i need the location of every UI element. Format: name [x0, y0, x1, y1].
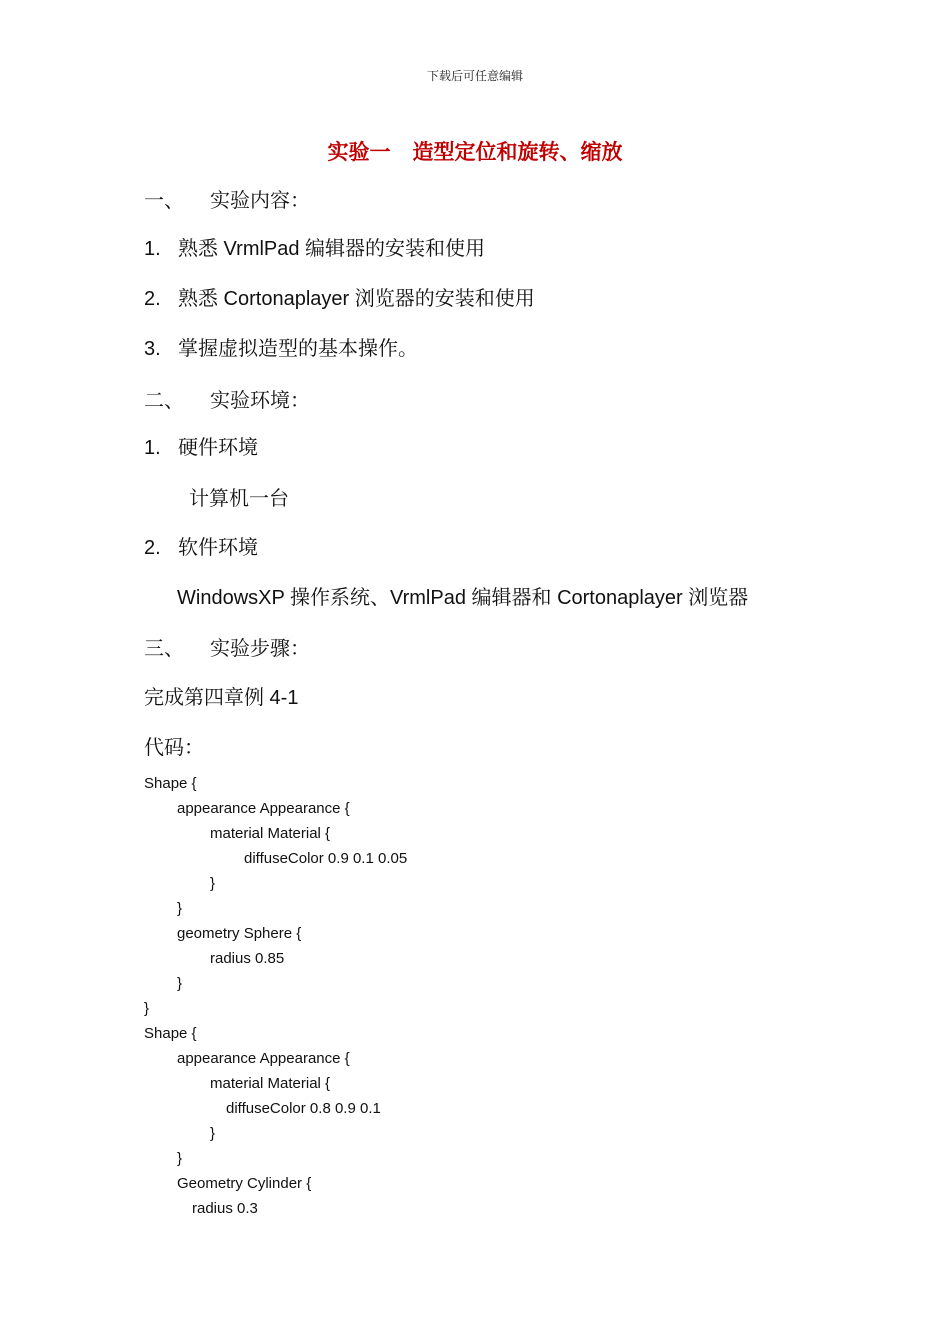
- list-item-text: 掌握虚拟造型的基本操作。: [178, 338, 418, 360]
- code-line: }: [144, 1000, 150, 1017]
- code-label: 代码：: [144, 737, 204, 759]
- list-item-text: 软件环境: [178, 537, 258, 559]
- list-item: [144, 434, 258, 462]
- section1-number: 一、: [144, 188, 184, 212]
- list-item-number: 2.: [144, 537, 161, 559]
- software-detail: WindowsXP 操作系统、VrmlPad 编辑器和 Cortonaplayer 浏览器: [177, 587, 749, 609]
- list-item-text: 熟悉 VrmlPad 编辑器的安装和使用: [178, 238, 486, 260]
- section2-heading: [144, 386, 310, 414]
- section2-number: 二、: [144, 388, 184, 412]
- code-line: radius 0.85: [210, 950, 285, 967]
- list-item-text: 硬件环境: [178, 437, 258, 459]
- list-item: [144, 235, 485, 263]
- code-line: Shape {: [144, 1025, 197, 1042]
- code-line: }: [177, 900, 183, 917]
- section1-label: 实验内容：: [210, 188, 310, 212]
- code-line: appearance Appearance {: [177, 800, 350, 817]
- section3-number: 三、: [144, 636, 184, 660]
- section3-label: 实验步骤：: [210, 636, 310, 660]
- list-item: [144, 534, 258, 562]
- title-part1: 实验一: [327, 139, 391, 164]
- code-line: radius 0.3: [192, 1200, 258, 1217]
- list-item-number: 1.: [144, 238, 161, 260]
- code-line: material Material {: [210, 1075, 331, 1092]
- code-line: }: [177, 975, 183, 992]
- page-header: 下载后可任意编辑: [426, 69, 523, 83]
- title-part2: 造型定位和旋转、缩放: [412, 139, 623, 164]
- code-line: diffuseColor 0.9 0.1 0.05: [244, 850, 408, 867]
- section2-label: 实验环境：: [210, 388, 310, 412]
- list-item-text: 熟悉 Cortonaplayer 浏览器的安装和使用: [178, 288, 535, 310]
- code-line: diffuseColor 0.8 0.9 0.1: [226, 1100, 381, 1117]
- code-line: }: [177, 1150, 183, 1167]
- list-item-number: 2.: [144, 288, 161, 310]
- code-line: material Material {: [210, 825, 331, 842]
- code-line: appearance Appearance {: [177, 1050, 350, 1067]
- section1-heading: [144, 186, 310, 214]
- list-item-number: 1.: [144, 437, 161, 459]
- code-line: Geometry Cylinder {: [177, 1175, 312, 1192]
- list-item-number: 3.: [144, 338, 161, 360]
- document-title: [0, 136, 950, 166]
- section3-heading: [144, 634, 310, 662]
- code-line: Shape {: [144, 775, 197, 792]
- code-line: }: [210, 875, 216, 892]
- code-line: }: [210, 1125, 216, 1142]
- list-item: [144, 335, 418, 363]
- hardware-detail: 计算机一台: [189, 488, 289, 510]
- code-line: geometry Sphere {: [177, 925, 302, 942]
- task-text: 完成第四章例 4-1: [144, 687, 299, 709]
- list-item: [144, 285, 535, 313]
